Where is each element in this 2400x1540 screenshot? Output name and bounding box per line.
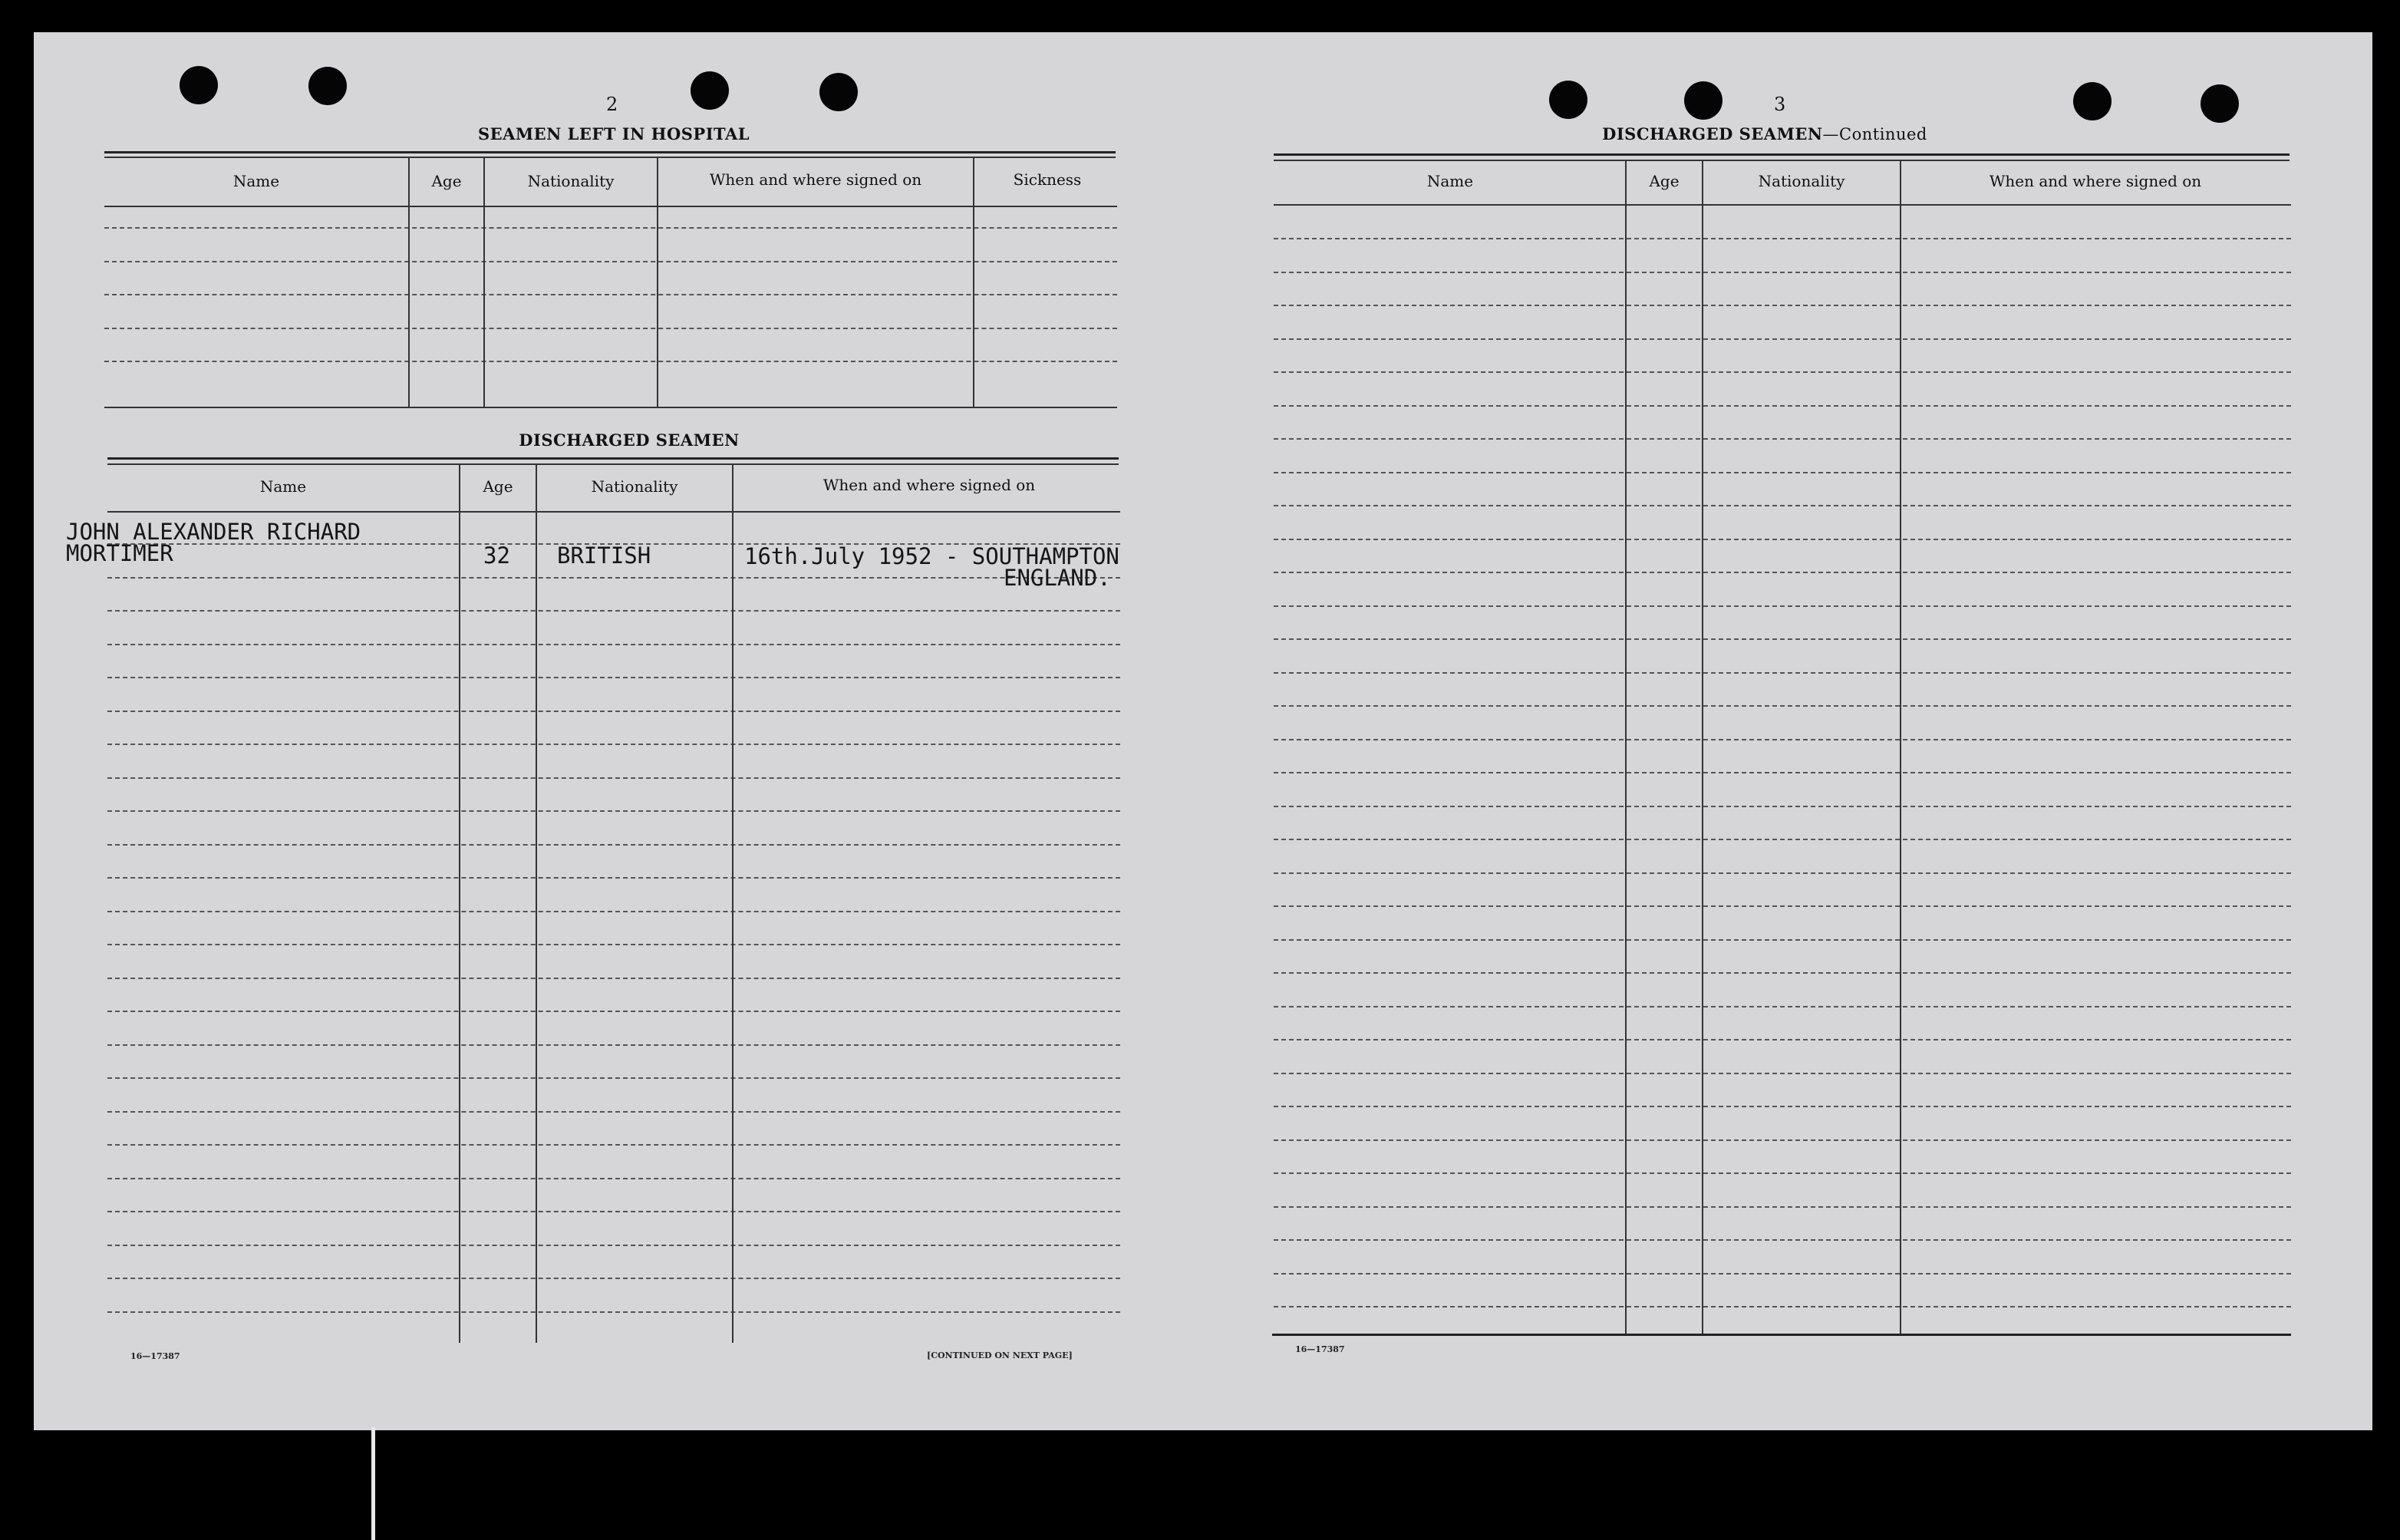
grid-row-line [107,1144,1120,1146]
right-top-rule [1274,153,2290,156]
grid-row-line [1274,238,2291,239]
grid-column-divider [483,158,485,407]
grid-row-line [1274,839,2291,840]
right-header-name: Name [1426,172,1474,190]
grid-row-line [1274,1206,2291,1208]
grid-row-line [1274,305,2291,306]
continued-note: [CONTINUED ON NEXT PAGE] [927,1350,1073,1360]
grid-row-line [1274,1139,2291,1141]
grid-row-line [1274,1039,2291,1040]
grid-header-rule [104,206,1117,207]
grid-row-line [1274,505,2291,506]
right-header-age: Age [1649,172,1680,190]
seaman-signed-on-line2: ENGLAND. [1004,565,1111,591]
discharged-header-age: Age [483,477,513,496]
grid-row-line [107,644,1120,645]
grid-row-line [1274,371,2291,373]
grid-row-line [104,261,1117,262]
page-number-right: 3 [1774,94,1786,115]
right-section-title-main: DISCHARGED SEAMEN [1602,124,1823,143]
grid-row-line [107,1211,1120,1212]
grid-row-line [107,1044,1120,1046]
grid-row-line [1274,772,2291,773]
right-section-title [1535,124,1995,143]
grid-row-line [1274,638,2291,640]
grid-row-line [1274,605,2291,607]
hospital-header-name: Name [232,172,280,190]
grid-row-line [1274,939,2291,941]
grid-row-line [1274,1172,2291,1174]
grid-row-line [1274,1006,2291,1007]
seaman-name-line2: MORTIMER [66,540,173,566]
grid-row-line [107,1245,1120,1246]
seaman-signed-on-line1: 16th.July 1952 - SOUTHAMPTON [744,543,1119,569]
grid-header-rule [1274,204,2291,206]
grid-row-line [1274,672,2291,674]
grid-column-divider [1900,161,1901,1334]
right-header-signed-on: When and where signed on [1989,172,2202,190]
grid-bottom-rule [104,407,1117,408]
seaman-age: 32 [483,542,510,569]
discharged-header-name: Name [259,477,307,496]
discharged-header-signed-on: When and where signed on [823,476,1036,494]
grid-row-line [1274,539,2291,540]
grid-column-divider [408,158,410,407]
grid-row-line [1274,438,2291,440]
punch-hole [2073,82,2112,120]
grid-row-line [107,911,1120,912]
grid-row-line [1274,1106,2291,1107]
grid-row-line [1274,739,2291,740]
grid-row-line [1274,1273,2291,1275]
grid-row-line [1274,972,2291,974]
grid-row-line [1274,572,2291,573]
hospital-section-title: SEAMEN LEFT IN HOSPITAL [477,124,750,143]
grid-row-line [107,978,1120,979]
grid-row-line [1274,872,2291,874]
grid-row-line [1274,1073,2291,1074]
punch-hole [2201,84,2239,123]
seaman-nationality: BRITISH [557,542,651,569]
grid-row-line [107,944,1120,945]
hospital-top-rule [104,151,1116,153]
grid-row-line [1274,1306,2291,1308]
grid-row-line [104,328,1117,329]
grid-row-line [107,1178,1120,1179]
grid-column-divider [732,465,734,1343]
grid-row-line [107,1278,1120,1279]
grid-row-line [107,577,1120,579]
form-number-left: 16—17387 [130,1351,180,1361]
discharged-section-title: DISCHARGED SEAMEN [519,430,740,450]
punch-hole [308,67,347,105]
punch-hole [1684,81,1723,120]
hospital-header-sickness: Sickness [1013,170,1082,189]
grid-column-divider [459,465,460,1343]
grid-row-line [1274,905,2291,907]
grid-row-line [1274,472,2291,473]
grid-row-line [107,1011,1120,1012]
grid-row-line [107,677,1120,678]
document-sheet [34,32,2372,1430]
punch-hole [1549,81,1587,119]
grid-row-line [107,1077,1120,1079]
grid-row-line [107,844,1120,846]
scan-edge-mark [371,1427,375,1540]
hospital-header-age: Age [431,172,462,190]
grid-row-line [1274,405,2291,407]
punch-hole [180,66,218,104]
punch-hole [819,73,858,111]
grid-column-divider [1702,161,1703,1334]
right-section-title-suffix: —Continued [1822,125,1927,143]
hospital-header-signed-on: When and where signed on [709,170,922,189]
form-number-right: 16—17387 [1295,1344,1345,1354]
grid-column-divider [657,158,658,407]
grid-row-line [107,711,1120,712]
grid-column-divider [1625,161,1627,1334]
discharged-top-rule [107,457,1119,460]
grid-row-line [107,810,1120,812]
grid-column-divider [536,465,537,1343]
grid-row-line [104,227,1117,229]
grid-row-line [107,777,1120,779]
right-top-rule-thin [1274,160,2290,161]
punch-hole [691,71,729,110]
grid-row-line [107,877,1120,879]
right-header-nationality: Nationality [1758,172,1845,190]
grid-header-rule [107,511,1120,513]
grid-row-line [107,744,1120,745]
page-number-left: 2 [606,94,618,115]
grid-row-line [1274,1239,2291,1241]
grid-row-line [1274,338,2291,340]
right-bottom-rule [1272,1334,2291,1336]
grid-row-line [1274,705,2291,707]
grid-row-line [104,361,1117,362]
discharged-header-nationality: Nationality [591,477,678,496]
grid-column-divider [973,158,974,407]
grid-row-line [107,1111,1120,1113]
grid-row-line [104,294,1117,295]
hospital-top-rule-thin [104,157,1116,158]
seaman-name-line1: JOHN ALEXANDER RICHARD [66,519,361,545]
discharged-top-rule-thin [107,463,1119,465]
grid-row-line [1274,806,2291,807]
grid-row-line [1274,272,2291,273]
hospital-header-nationality: Nationality [527,172,615,190]
grid-row-line [107,610,1120,612]
grid-row-line [107,1311,1120,1313]
